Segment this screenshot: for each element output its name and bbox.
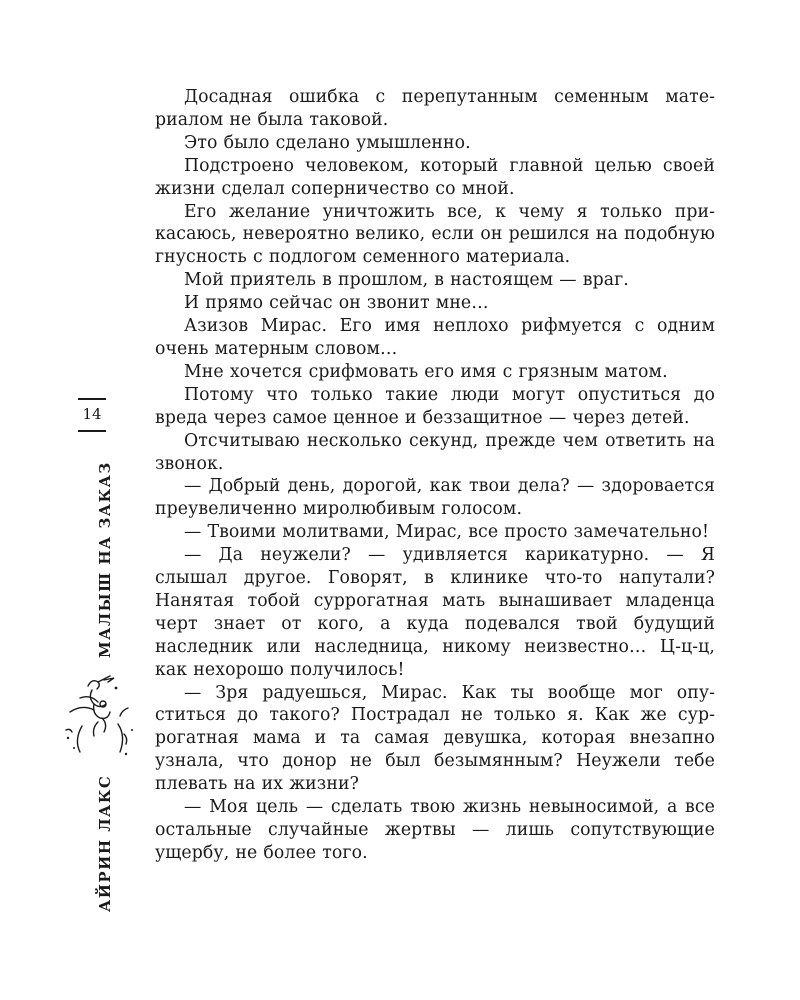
paragraph: Мне хочется срифмовать его имя с грязным матом.	[184, 361, 668, 382]
paragraph: Подстроено человеком, который главной целью своей жизни сделал соперничество со мной.	[155, 155, 715, 199]
paragraph: Досадная ошибка с перепутанным семенным материалом не была таковой.	[155, 87, 715, 130]
paragraph: Его желание уничтожить все, к чему я только прикасаюсь, невероятно велико, если он решился на подобную гнусность с подлогом семенного материала.	[155, 201, 715, 268]
running-book-title	[92, 461, 118, 658]
book-title-text: МАЛЫШ НА ЗАКАЗ	[96, 461, 114, 658]
paragraph: — Да неужели? — удивляется карикатурно. — Я слышал другое. Говорят, в клинике что-то напутали? Нанятая тобой суррогатная мать вынашивает младенца черт знает от кого, а куда подевался твой будущий наследник или наследница, никому неизвестно… Ц-ц-ц, как нехорошо получилось!	[155, 545, 715, 680]
stork-baby-icon	[58, 668, 138, 768]
paragraph: Потому что только такие люди могут опуститься до вреда через самое ценное и беззащитное — через детей.	[155, 384, 715, 428]
running-author-name	[92, 774, 118, 912]
page-number: 14	[78, 398, 106, 432]
main-text	[155, 86, 715, 865]
paragraph: Это было сделано умышленно.	[184, 132, 471, 153]
paragraph: — Добрый день, дорогой, как твои дела? — здоровается преувеличенно миролюбивым голосом.	[155, 476, 715, 520]
author-name-text: АЙРИН ЛАКС	[96, 774, 114, 912]
paragraph: — Твоими молитвами, Мирас, все просто замечательно!	[184, 522, 710, 543]
paragraph: Азизов Мирас. Его имя неплохо рифмуется с одним очень матерным словом…	[155, 316, 715, 359]
paragraph: Отсчитываю несколько секунд, прежде чем ответить на звонок.	[155, 430, 715, 474]
paragraph: — Зря радуешься, Мирас. Как ты вообще мог опуститься до такого? Пострадал не только я. Как же суррогатная мама и та самая девушка, которая внезапно узнала, что донор не был безымянным? Неужели тебе плевать на их жизни?	[155, 682, 715, 795]
paragraph: — Моя цель — сделать твою жизнь невыносимой, а все остальные случайные жертвы — лишь сопутствующие ущербу, не более того.	[155, 797, 715, 863]
paragraph: Мой приятель в прошлом, в настоящем — враг.	[184, 270, 629, 291]
paragraph: И прямо сейчас он звонит мне…	[184, 293, 489, 314]
